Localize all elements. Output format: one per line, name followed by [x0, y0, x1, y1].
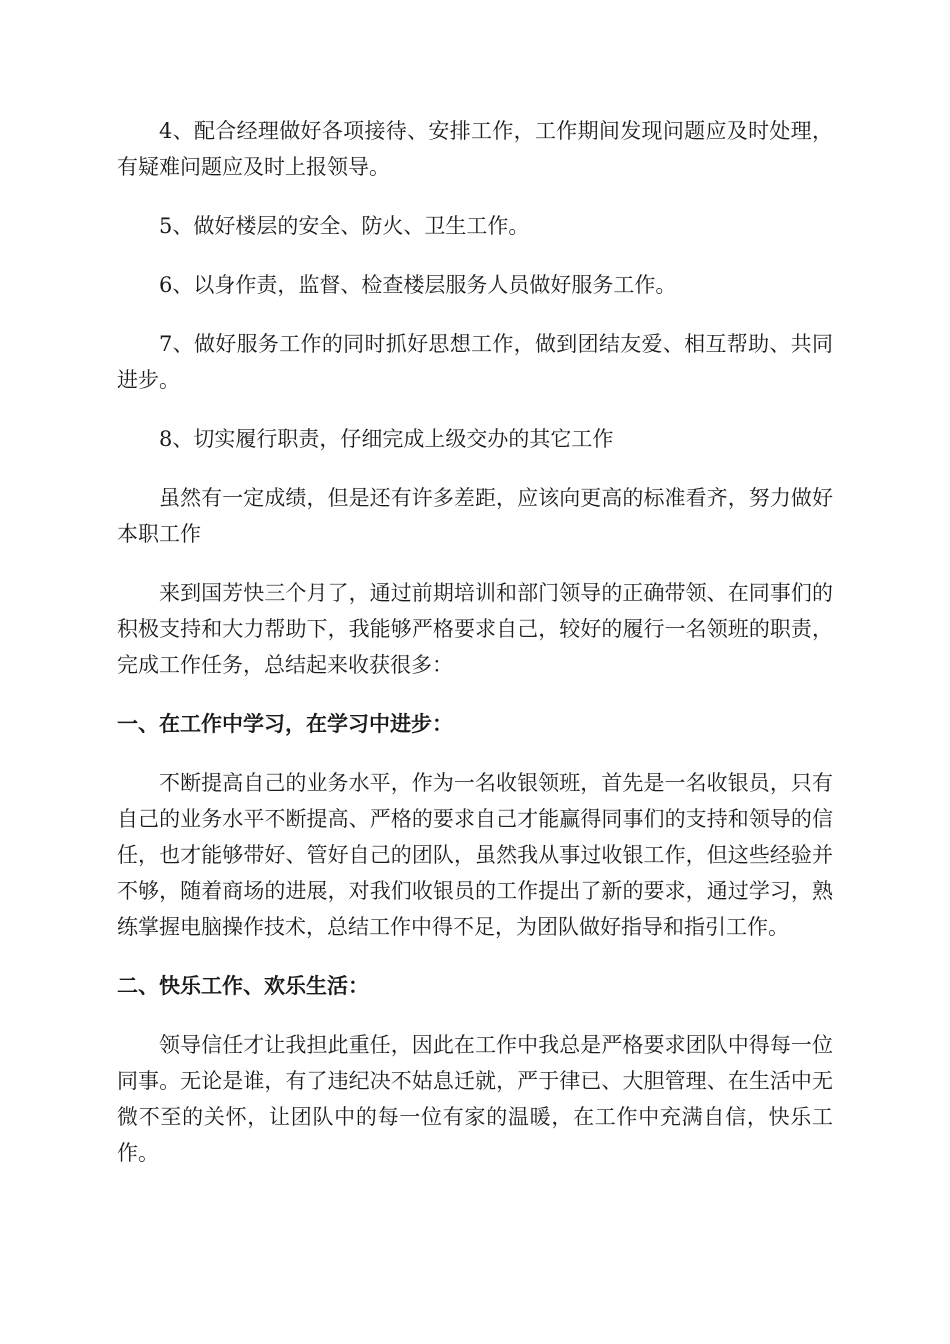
section-1-body: 不断提高自己的业务水平，作为一名收银领班，首先是一名收银员，只有自己的业务水平不断提高、严格的要求自己才能赢得同事们的支持和领导的信任，也才能够带好、管好自己的团队，虽然我从事过收银工作，但这些经验并不够，随着商场的进展，对我们收银员的工作提出了新的要求，通过学习，熟练掌握电脑操作技术，总结工作中得不足，为团队做好指导和指引工作。	[117, 771, 833, 939]
item-8-paragraph: 8、切实履行职责，仔细完成上级交办的其它工作	[159, 427, 614, 451]
section-2-heading: 二、快乐工作、欢乐生活：	[117, 974, 369, 998]
intro-paragraph: 来到国芳快三个月了，通过前期培训和部门领导的正确带领、在同事们的积极支持和大力帮助下，我能够严格要求自己，较好的履行一名领班的职责，完成工作任务，总结起来收获很多：	[117, 581, 833, 677]
document-page	[117, 113, 833, 1194]
item-5-paragraph: 5、做好楼层的安全、防火、卫生工作。	[159, 214, 530, 238]
section-1-heading: 一、在工作中学习，在学习中进步：	[117, 712, 453, 736]
summary-paragraph: 虽然有一定成绩，但是还有许多差距，应该向更高的标准看齐，努力做好本职工作	[117, 486, 833, 546]
section-2-body: 领导信任才让我担此重任，因此在工作中我总是严格要求团队中得每一位同事。无论是谁，有了违纪决不姑息迁就，严于律已、大胆管理、在生活中无微不至的关怀，让团队中的每一位有家的温暖，在工作中充满自信，快乐工作。	[117, 1033, 833, 1165]
item-7-paragraph: 7、做好服务工作的同时抓好思想工作，做到团结友爱、相互帮助、共同进步。	[117, 332, 833, 392]
item-6-paragraph: 6、以身作责，监督、检查楼层服务人员做好服务工作。	[159, 273, 677, 297]
item-4-paragraph: 4、配合经理做好各项接待、安排工作，工作期间发现问题应及时处理，有疑难问题应及时上报领导。	[117, 119, 833, 179]
